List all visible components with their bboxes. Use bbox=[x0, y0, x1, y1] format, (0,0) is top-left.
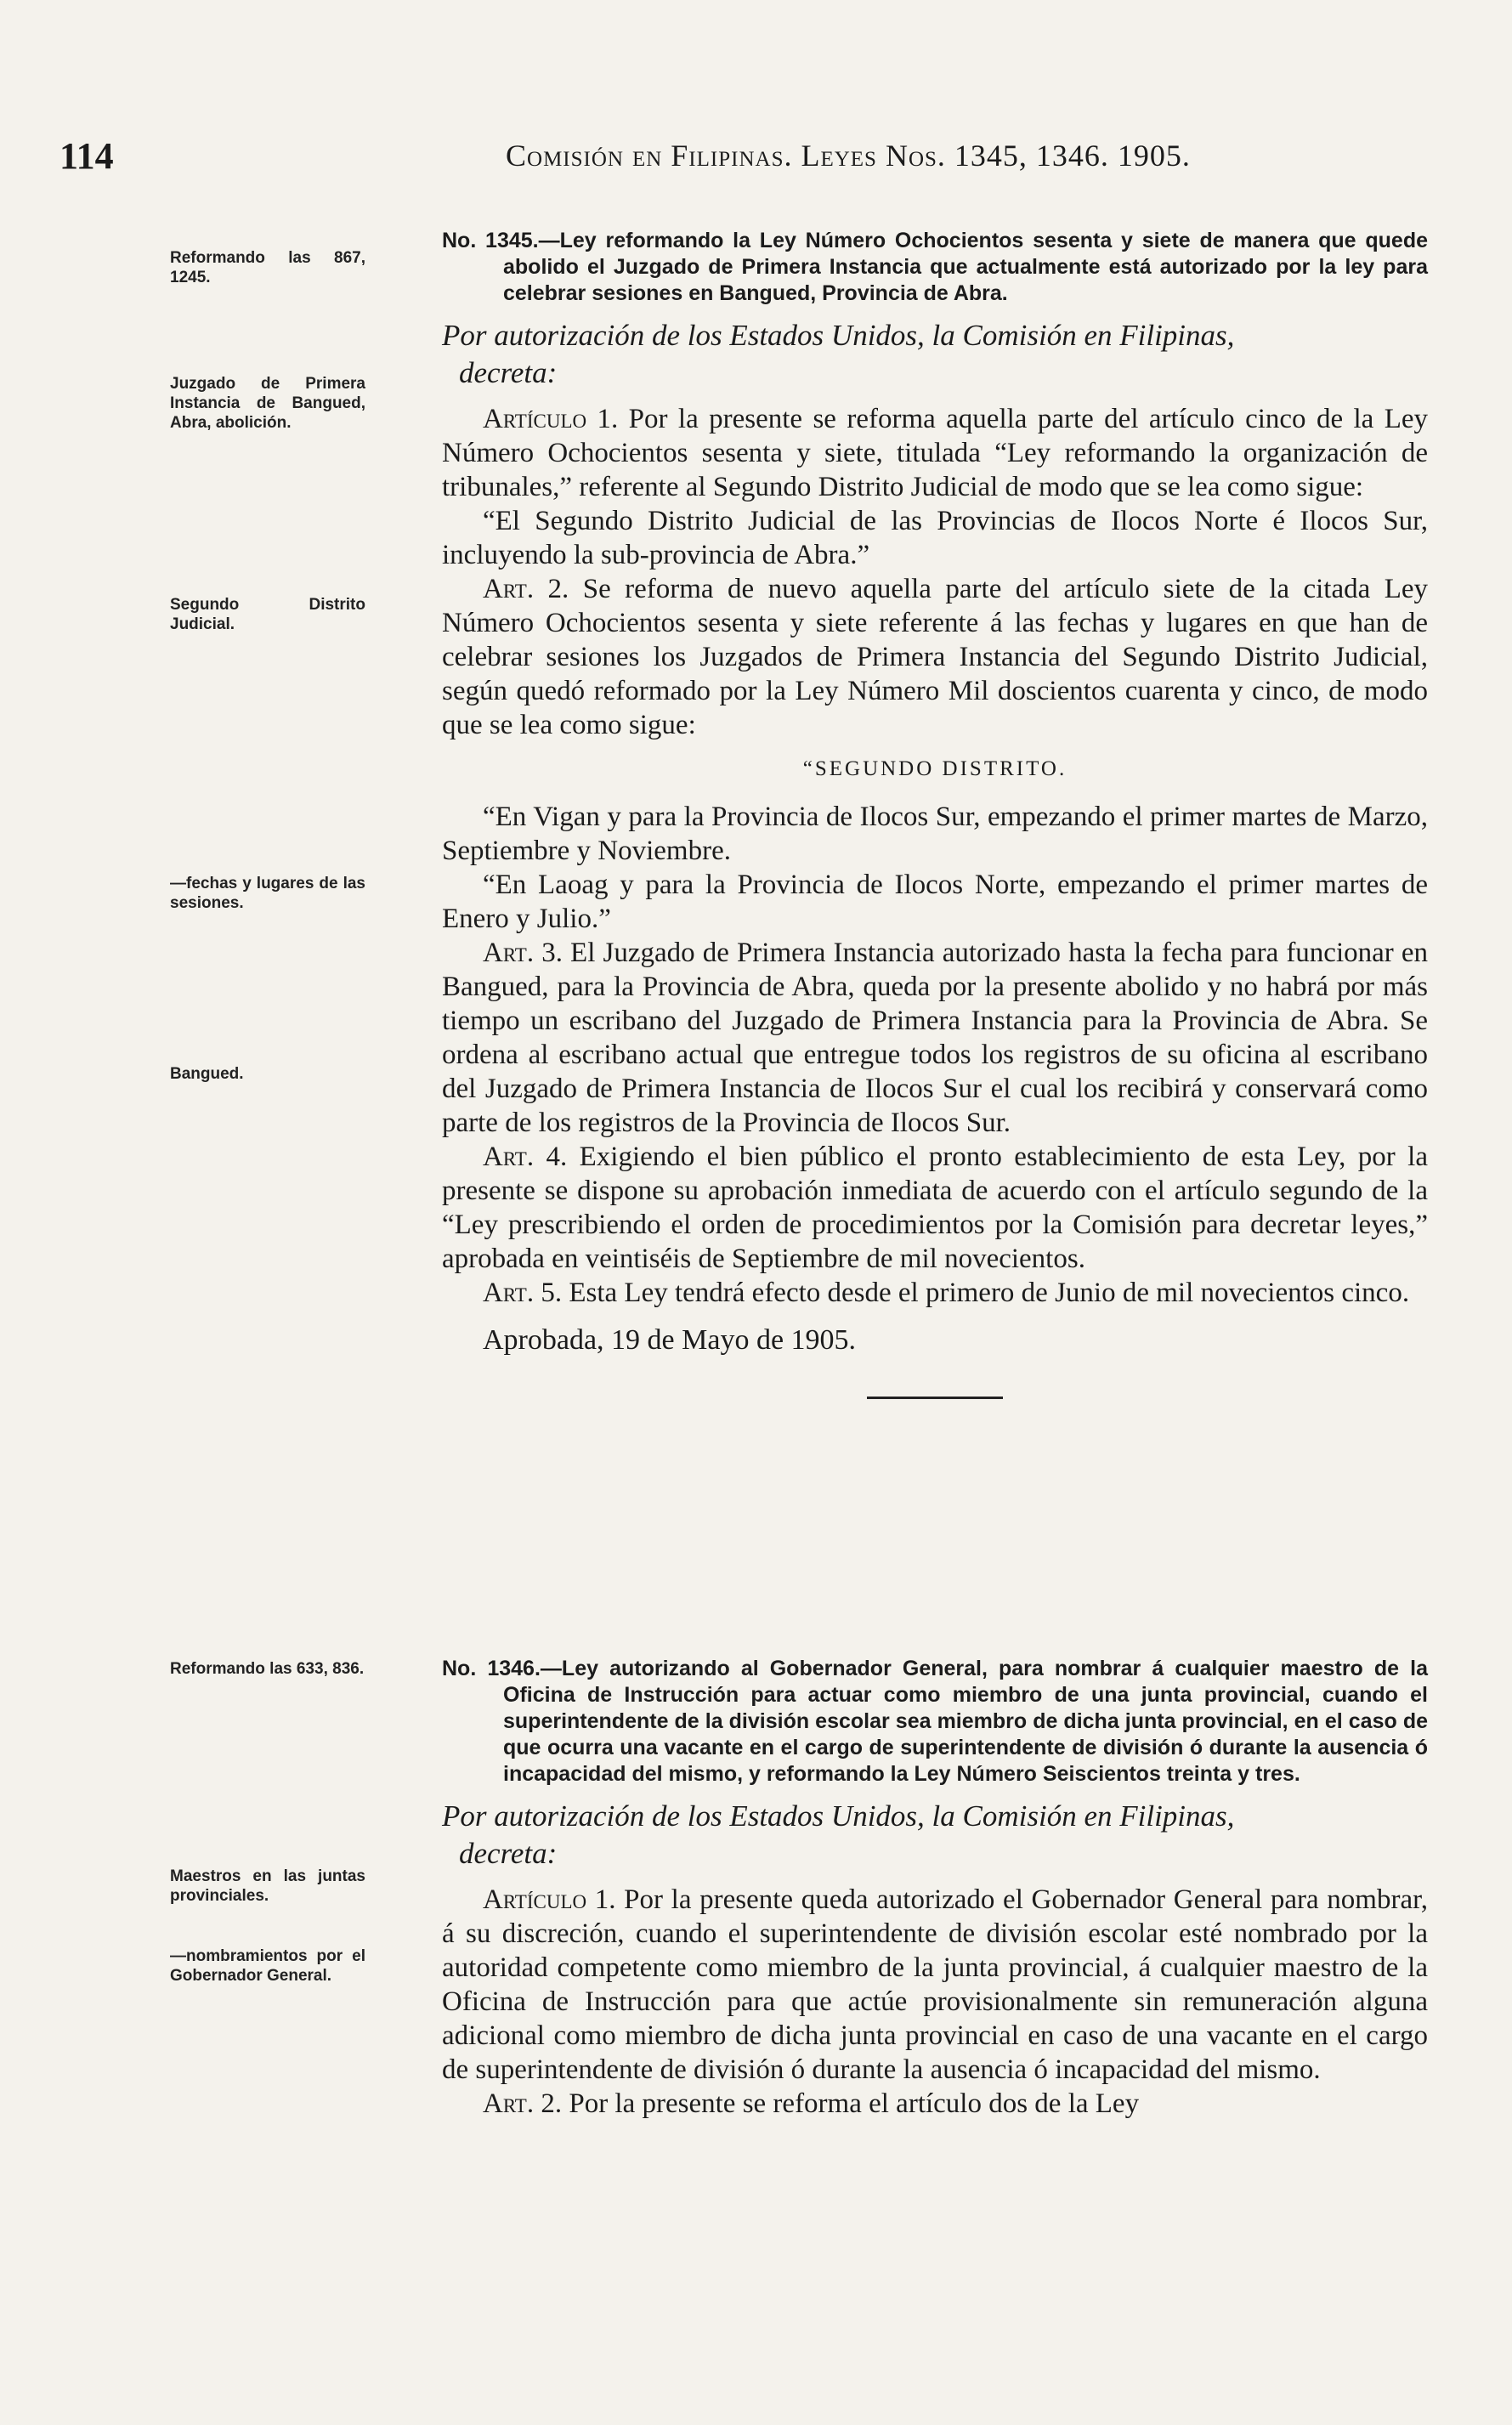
law-1346-number: No. 1346. bbox=[442, 1657, 541, 1680]
law-1345-article-1 bbox=[442, 402, 1428, 504]
law-1345-enacting-text: Por autorización de los Estados Unidos, la Comisión en Filipinas, bbox=[442, 319, 1235, 352]
law-1345-enacting-clause bbox=[442, 317, 1428, 392]
law-1346-enacting-clause bbox=[442, 1798, 1428, 1873]
law-1345-quote-district: “El Segundo Distrito Judicial de las Provincias de Ilocos Norte é Ilocos Sur, incluyendo la sub-provincia de Abra.” bbox=[442, 506, 1428, 570]
law-1345-article-4 bbox=[442, 1140, 1428, 1276]
law-1346-heading bbox=[442, 1656, 1428, 1788]
law-1345-title: —Ley reformando la Ley Número Ochocientos sesenta y siete de manera que quede abolido el Juzgado de Primera Instancia que actualmente está autorizado por la ley para celebrar sesiones en Bangued, Provincia de Abra. bbox=[503, 229, 1428, 305]
article-text: Exigiendo el bien público el pronto establecimiento de esta Ley, por la presente se dispone su aprobación inmediata de acuerdo con el artículo segundo de la “Ley prescribiendo el orden de procedimientos por la Comisión para decretar leyes,” aprobada en veintiséis de Septiembre de mil novecientos. bbox=[442, 1142, 1428, 1274]
article-text: Por la presente se reforma aquella parte del artículo cinco de la Ley Número Ochocientos sesenta y siete, titulada “Ley reformando la organización de tribunales,” referente al Segundo Distrito Judicial de modo que se lea como sigue: bbox=[442, 404, 1428, 502]
margin-note-juzgado-bangued: Juzgado de Primera Instancia de Bangued, Abra, abolición. bbox=[170, 375, 365, 432]
law-1346-decreta: decreta: bbox=[459, 1837, 558, 1870]
law-1346-article-2 bbox=[442, 2087, 1428, 2121]
margin-note-maestros: Maestros en las juntas provinciales. bbox=[170, 1867, 365, 1905]
law-1346-enacting-text: Por autorización de los Estados Unidos, la Comisión en Filipinas, bbox=[442, 1799, 1235, 1833]
law-1346 bbox=[442, 1656, 1428, 2121]
article-label: Artículo 1. bbox=[483, 1884, 616, 1915]
article-label: Art. 4. bbox=[483, 1142, 568, 1172]
article-text: Por la presente queda autorizado el Gobernador General para nombrar, á su discreción, cuando el superintendente de división escolar esté nombrado por la autoridad competente como miembro de la junta provincial, á cualquier maestro de la Oficina de Instrucción para que actúe provisionalmente sin remuneración alguna adicional como miembro de dicha junta provincial en caso de una vacante en el cargo de superintendente de división ó durante la ausencia ó incapacidad del mismo. bbox=[442, 1884, 1429, 2085]
law-1345-article-3 bbox=[442, 936, 1428, 1140]
law-1345 bbox=[442, 228, 1428, 1428]
margin-note-reformando-867: Reformando las 867, 1245. bbox=[170, 249, 365, 286]
margin-note-segundo-distrito: Segundo Distrito Judicial. bbox=[170, 596, 365, 633]
article-text: Por la presente se reforma el artículo dos de la Ley bbox=[562, 2088, 1140, 2119]
margin-note-fechas-lugares: —fechas y lugares de las sesiones. bbox=[170, 875, 365, 912]
page-header bbox=[59, 134, 1402, 194]
article-label: Art. 2. bbox=[483, 574, 569, 604]
law-1345-approval-date: Aprobada, 19 de Mayo de 1905. bbox=[483, 1324, 857, 1356]
law-1345-quote-laoag: “En Laoag y para la Provincia de Ilocos Norte, empezando el primer martes de Enero y Julio.” bbox=[442, 870, 1428, 934]
article-label: Artículo 1. bbox=[483, 404, 619, 434]
segundo-distrito-heading: “SEGUNDO DISTRITO. bbox=[802, 757, 1067, 780]
article-label: Art. 2. bbox=[483, 2088, 563, 2119]
article-label: Art. 3. bbox=[483, 938, 563, 968]
law-1345-quote-vigan: “En Vigan y para la Provincia de Ilocos Sur, empezando el primer martes de Marzo, Septiembre y Noviembre. bbox=[442, 802, 1428, 866]
law-1345-heading bbox=[442, 228, 1428, 307]
law-1345-article-5 bbox=[442, 1276, 1428, 1310]
margin-note-bangued: Bangued. bbox=[170, 1065, 244, 1083]
article-text: El Juzgado de Primera Instancia autorizado hasta la fecha para funcionar en Bangued, para la Provincia de Abra, queda por la presente abolido y no habrá por más tiempo un escribano del Juzgado de Primera Instancia para la Provincia de Abra. Se ordena al escribano actual que entregue todos los registros de su oficina al escribano del Juzgado de Primera Instancia de Ilocos Sur el cual los recibirá y conservará como parte de los registros de la Provincia de Ilocos Sur. bbox=[442, 938, 1429, 1138]
law-1346-title: —Ley autorizando al Gobernador General, para nombrar á cualquier maestro de la Oficina de Instrucción para actuar como miembro de una junta provincial, cuando el superintendente de la división escolar sea miembro de dicha junta provincial, en el caso de que ocurra una vacante en el cargo de superintendente de división ó durante la ausencia ó incapacidad del mismo, y reformando la Ley Número Seiscientos treinta y tres. bbox=[503, 1657, 1428, 1786]
law-1346-article-1 bbox=[442, 1883, 1428, 2087]
law-1345-article-2 bbox=[442, 572, 1428, 742]
margin-note-reformando-633: Reformando las 633, 836. bbox=[170, 1660, 365, 1678]
article-text: Esta Ley tendrá efecto desde el primero de Junio de mil novecientos cinco. bbox=[562, 1278, 1410, 1308]
article-text: Se reforma de nuevo aquella parte del artículo siete de la citada Ley Número Ochocientos sesenta y siete referente á las fechas y lugares en que han de celebrar sesiones los Juzgados de Primera Instancia del Segundo Distrito Judicial, según quedó reformado por la Ley Número Mil doscientos cuarenta y cinco, de modo que se lea como sigue: bbox=[442, 574, 1429, 740]
page-number: 114 bbox=[59, 135, 114, 177]
margin-note-nombramientos: —nombramientos por el Gobernador General. bbox=[170, 1947, 365, 1985]
law-1345-decreta: decreta: bbox=[459, 356, 558, 389]
article-label: Art. 5. bbox=[483, 1278, 563, 1308]
running-head: Comisión en Filipinas. Leyes Nos. 1345, 1346. 1905. bbox=[506, 139, 1191, 173]
section-divider bbox=[867, 1397, 1003, 1399]
law-1345-number: No. 1345. bbox=[442, 229, 539, 252]
